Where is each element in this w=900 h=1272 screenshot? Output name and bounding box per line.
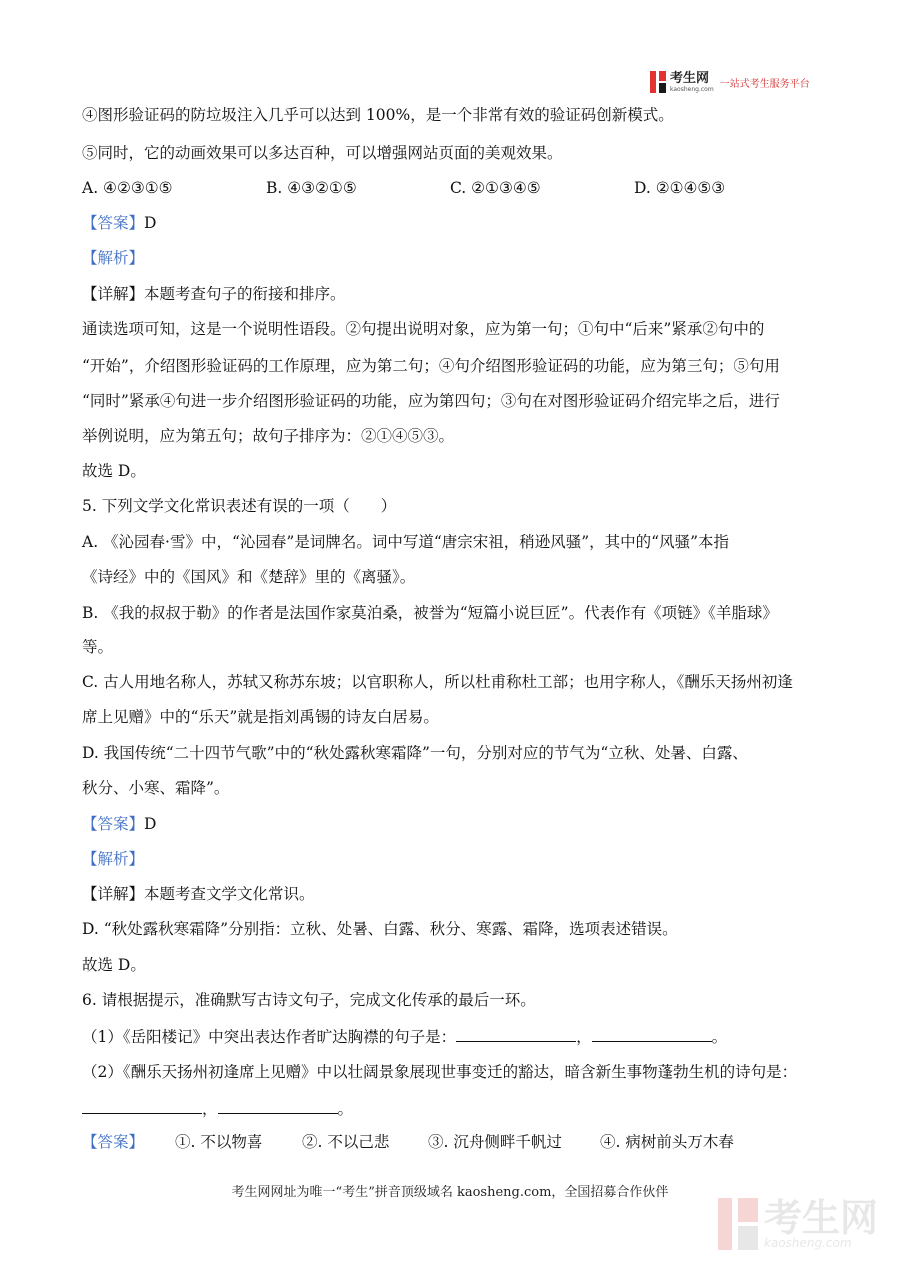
q6-blank-1 <box>456 1025 576 1042</box>
answer-tag: 【答案】 <box>82 214 145 232</box>
q6-item-1-text: （1）《岳阳楼记》中突出表达作者旷达胸襟的句子是： <box>82 1028 457 1046</box>
q4-sentence-4: ④图形验证码的防垃圾注入几乎可以达到 100%，是一个非常有效的验证码创新模式。 <box>82 106 674 124</box>
q6-answer-tag <box>82 1131 144 1153</box>
q5-option-line: C. 古人用地名称人，苏轼又称苏东坡；以官职称人，所以杜甫称杜工部；也用字称人，《酬乐天扬州初逢 <box>82 673 793 691</box>
q5-detail-text: 本题考查文学文化常识。 <box>144 885 315 903</box>
logo-mark-icon <box>650 71 666 93</box>
q5-option-line: A. 《沁园春·雪》中，“沁园春”是词牌名。词中写道“唐宗宋祖，稍逊风骚”，其中的“风骚”本指 <box>82 533 730 551</box>
q6-item-2-blanks <box>82 1097 353 1120</box>
q6-blank-2 <box>592 1025 712 1042</box>
watermark-mark-icon <box>718 1198 758 1250</box>
q4-option-c: C. ②①③④⑤ <box>450 179 541 197</box>
q4-explain-line: 举例说明，应为第五句；故句子排序为：②①④⑤③。 <box>82 427 455 445</box>
q4-option-a: A. ④②③①⑤ <box>82 179 173 197</box>
q5-option-line: B. 《我的叔叔于勒》的作者是法国作家莫泊桑，被誉为“短篇小说巨匠”。代表作有《项链》《羊脂球》 <box>82 604 778 622</box>
q4-explain-line: “开始”，介绍图形验证码的工作原理，应为第二句；④句介绍图形验证码的功能，应为第三句；⑤句用 <box>82 357 780 375</box>
q6-item-2: （2）《酬乐天扬州初逢席上见赠》中以壮阔景象展现世事变迁的豁达，暗含新生事物蓬勃生机的诗句是： <box>82 1063 798 1081</box>
q4-option-b: B. ④③②①⑤ <box>266 179 357 197</box>
q5-option-line: 《诗经》中的《国风》和《楚辞》里的《离骚》。 <box>82 568 416 586</box>
q4-answer <box>82 212 156 234</box>
analysis-tag: 【解析】 <box>82 249 145 267</box>
logo-domain: kaosheng.com <box>670 85 714 93</box>
q5-answer-value: D <box>144 815 157 833</box>
q4-analysis <box>82 247 144 269</box>
logo-brand: 考生网 <box>670 70 710 86</box>
watermark-logo <box>718 1198 878 1250</box>
answer-tag: 【答案】 <box>82 1133 145 1151</box>
q4-option-d: D. ②①④⑤③ <box>634 179 726 197</box>
detail-tag: 【详解】 <box>82 885 145 903</box>
detail-tag: 【详解】 <box>82 285 145 303</box>
q6-blank-3 <box>82 1097 202 1114</box>
q5-explain: D. “秋处露秋寒霜降”分别指：立秋、处暑、白露、秋分、寒露、霜降，选项表述错误。 <box>82 920 678 938</box>
q6-end: 。 <box>711 1028 728 1046</box>
q6-answer-2: ②. 不以己悲 <box>302 1133 390 1151</box>
q5-option-line: 秋分、小寒、霜降”。 <box>82 779 230 797</box>
watermark-domain: kaosheng.com <box>764 1236 852 1250</box>
q4-detail-text: 本题考查句子的衔接和排序。 <box>144 285 346 303</box>
q6-answer-1: ①. 不以物喜 <box>175 1133 263 1151</box>
analysis-tag: 【解析】 <box>82 850 145 868</box>
q4-answer-value: D <box>144 214 157 232</box>
q5-option-line: 等。 <box>82 638 114 656</box>
q5-option-line: 席上见赠》中的“乐天”就是指刘禹锡的诗友白居易。 <box>82 708 439 726</box>
q6-item-1 <box>82 1025 727 1048</box>
q4-sentence-5: ⑤同时，它的动画效果可以多达百种，可以增强网站页面的美观效果。 <box>82 144 563 162</box>
q6-answer-3: ③. 沉舟侧畔千帆过 <box>428 1133 562 1151</box>
q6-sep: ， <box>576 1028 592 1046</box>
q4-conclusion: 故选 D。 <box>82 462 146 480</box>
q6-answer-4: ④. 病树前头万木春 <box>600 1133 734 1151</box>
answer-tag: 【答案】 <box>82 815 145 833</box>
q4-detail <box>82 283 346 305</box>
watermark-name: 考生网 <box>764 1196 879 1240</box>
q5-answer <box>82 813 156 835</box>
q4-explain-line: “同时”紧承④句进一步介绍图形验证码的功能，应为第四句；③句在对图形验证码介绍完毕之后，进行 <box>82 392 780 410</box>
q5-conclusion: 故选 D。 <box>82 956 146 974</box>
q5-analysis <box>82 848 144 870</box>
q4-explain-line: 通读选项可知，这是一个说明性语段。②句提出说明对象，应为第一句；①句中“后来”紧承②句中的 <box>82 320 765 338</box>
header-logo <box>650 68 810 96</box>
logo-slogan: 一站式考生服务平台 <box>719 78 810 90</box>
q6-sep: ， <box>202 1100 218 1118</box>
q5-option-line: D. 我国传统“二十四节气歌”中的“秋处露秋寒霜降”一句，分别对应的节气为“立秋、处暑、白露、 <box>82 744 748 762</box>
q5-stem: 5. 下列文学文化常识表述有误的一项（ ） <box>82 497 397 515</box>
q6-stem: 6. 请根据提示，准确默写古诗文句子，完成文化传承的最后一环。 <box>82 991 536 1009</box>
page-footer: 考生网网址为唯一“考生”拼音顶级域名 kaosheng.com，全国招募合作伙伴 <box>231 1185 669 1200</box>
q5-detail <box>82 883 315 905</box>
q6-blank-4 <box>218 1097 338 1114</box>
q6-end: 。 <box>337 1100 354 1118</box>
